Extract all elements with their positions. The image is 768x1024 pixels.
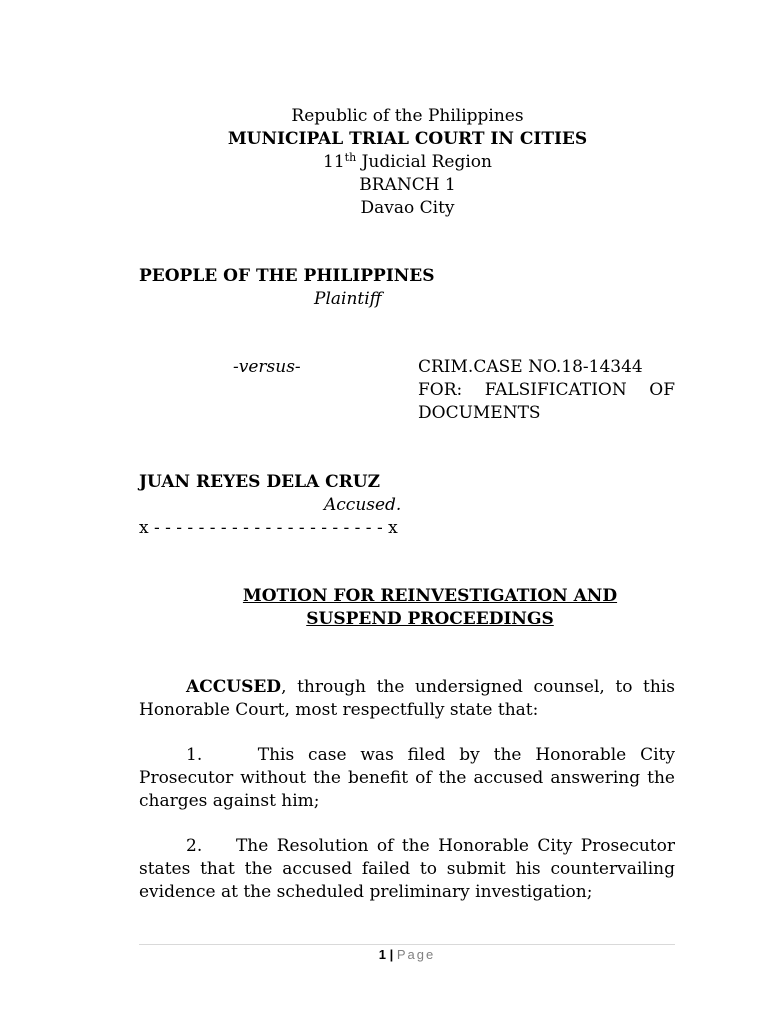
- numbered-paragraph-1: [139, 744, 675, 813]
- para2-line3: evidence at the scheduled preliminary investigation;: [139, 882, 593, 902]
- case-charge-line1: FOR: FALSIFICATION OF: [418, 380, 675, 400]
- court-name: MUNICIPAL TRIAL COURT IN CITIES: [227, 129, 588, 149]
- page-separator: |: [389, 947, 394, 962]
- para1-line2: Prosecutor without the benefit of the accused answering the: [139, 768, 675, 788]
- case-number: CRIM.CASE NO.18-14344: [418, 357, 643, 377]
- region-text: Judicial Region: [356, 152, 492, 172]
- motion-title-line1: MOTION FOR REINVESTIGATION AND: [242, 586, 618, 606]
- intro-line1-rest: , through the undersigned counsel, to this: [281, 677, 675, 697]
- caption-divider: x - - - - - - - - - - - - - - - - - - - - - x: [139, 518, 398, 538]
- page-number: 1: [378, 947, 386, 962]
- para1-line3: charges against him;: [139, 791, 320, 811]
- para1-line1: 1. This case was filed by the Honorable City: [186, 745, 675, 765]
- branch-line: BRANCH 1: [359, 175, 456, 195]
- republic-line: Republic of the Philippines: [291, 106, 524, 126]
- plaintiff-role: Plaintiff: [314, 289, 382, 309]
- region-ordinal: th: [344, 151, 357, 164]
- judicial-region: [140, 151, 675, 174]
- footer-divider: [139, 944, 675, 945]
- intro-lead: ACCUSED: [186, 677, 282, 697]
- numbered-paragraph-2: [139, 835, 675, 904]
- region-number: 11: [323, 152, 345, 172]
- intro-line2: Honorable Court, most respectfully state that:: [139, 700, 539, 720]
- city-line: Davao City: [360, 198, 455, 218]
- accused-name: JUAN REYES DELA CRUZ: [139, 472, 381, 492]
- plaintiff-name: PEOPLE OF THE PHILIPPINES: [139, 266, 435, 286]
- motion-title-line2: SUSPEND PROCEEDINGS: [306, 609, 554, 629]
- intro-line1: [139, 676, 675, 699]
- case-details: [418, 356, 675, 425]
- case-charge-line2: DOCUMENTS: [418, 403, 541, 423]
- intro-paragraph: [139, 676, 675, 722]
- para2-line2: states that the accused failed to submit his countervailing: [139, 859, 675, 879]
- para2-line1: 2. The Resolution of the Honorable City Prosecutor: [186, 836, 675, 856]
- page-label: Page: [396, 947, 436, 962]
- accused-role: Accused.: [324, 495, 402, 515]
- versus-label: -versus-: [233, 357, 301, 377]
- page-footer: [139, 947, 675, 962]
